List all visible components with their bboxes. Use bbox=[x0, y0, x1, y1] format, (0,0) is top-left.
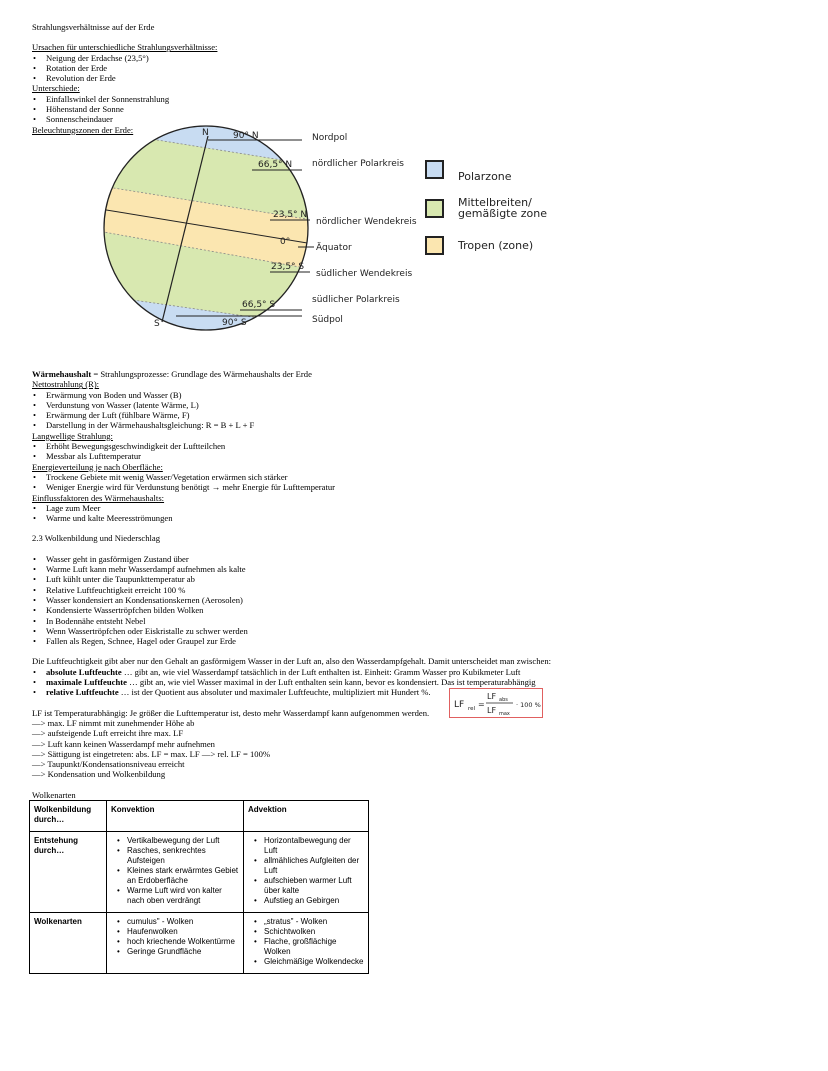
formula-box bbox=[449, 688, 543, 718]
unterschiede-heading: Unterschiede: bbox=[32, 83, 80, 94]
list-item: • absolute Luftfeuchte … gibt an, wie viel Wasserdampf tatsächlich in der Luft enthalten ist. Einheit: Gramm Wasser pro Kubikmeter Luft bbox=[32, 667, 802, 677]
list-item: • Neigung der Erdachse (23,5°) bbox=[32, 53, 802, 63]
table-row bbox=[30, 832, 369, 913]
legend-label: Mittelbreiten/ gemäßigte zone bbox=[458, 196, 547, 220]
unterschiede-list bbox=[32, 94, 802, 125]
wolken-list bbox=[32, 554, 802, 647]
arrow-line: —> Sättigung ist eingetreten: abs. LF = max. LF —> rel. LF = 100% bbox=[32, 748, 271, 759]
list-item: • Aufstieg an Gebirgen bbox=[248, 896, 364, 906]
lat-66n: 66,5° N bbox=[258, 160, 293, 170]
list-item: • Sonnenscheindauer bbox=[32, 114, 802, 124]
name-n-polarkreis: nördlicher Polarkreis bbox=[312, 159, 404, 169]
legend-swatch bbox=[425, 236, 444, 255]
list-item: • Revolution der Erde bbox=[32, 73, 802, 83]
list-item: • Rasches, senkrechtes Aufsteigen bbox=[111, 846, 239, 866]
list-item: • Messbar als Lufttemperatur bbox=[32, 451, 802, 461]
list-item: • relative Luftfeuchte … ist der Quotient aus absoluter und maximaler Luftfeuchte, multipliziert mit Hundert %. bbox=[32, 687, 802, 697]
waerme-section bbox=[32, 369, 802, 800]
arrow-line: —> max. LF nimmt mit zunehmender Höhe ab bbox=[32, 717, 195, 728]
arrow-line: —> Taupunkt/Kondensationsniveau erreicht bbox=[32, 759, 185, 770]
list-item: • Schichtwolken bbox=[248, 927, 364, 937]
name-s-wendekreis: südlicher Wendekreis bbox=[316, 269, 413, 279]
lat-90n: 90° N bbox=[233, 131, 259, 141]
list-item: • Weniger Energie wird für Verdunstung benötigt → mehr Energie für Lufttemperatur bbox=[32, 482, 802, 492]
list-item: • Geringe Grundfläche bbox=[111, 947, 239, 957]
table-cell bbox=[244, 913, 369, 974]
formula-factor: · 100 % bbox=[516, 701, 541, 709]
einfluss-list bbox=[32, 503, 802, 524]
table-row bbox=[30, 913, 369, 974]
list-item: • Lage zum Meer bbox=[32, 503, 802, 513]
energie-heading: Energieverteilung je nach Oberfläche: bbox=[32, 461, 163, 472]
list-item: • Warme Luft kann mehr Wasserdampf aufnehmen als kalte bbox=[32, 564, 802, 574]
netto-heading: Nettostrahlung (R): bbox=[32, 379, 100, 390]
wolken-section-title: 2.3 Wolkenbildung und Niederschlag bbox=[32, 533, 161, 544]
legend-trop bbox=[425, 236, 533, 255]
legend-label: Polarzone bbox=[458, 170, 512, 183]
lf-list bbox=[32, 667, 802, 698]
list-item: • Flache, großflächige Wolken bbox=[248, 937, 364, 957]
list-item: • hoch kriechende Wolkentürme bbox=[111, 937, 239, 947]
wolken-table bbox=[29, 800, 369, 974]
list-item: • Gleichmäßige Wolkendecke bbox=[248, 957, 364, 967]
ursachen-heading: Ursachen für unterschiedliche Strahlungsverhältnisse: bbox=[32, 42, 218, 53]
legend-polar bbox=[425, 157, 512, 182]
table-header: Konvektion bbox=[107, 801, 244, 832]
list-item: • Warme und kalte Meeresströmungen bbox=[32, 513, 802, 523]
north-label: N bbox=[202, 128, 209, 138]
list-item: • „stratus" - Wolken bbox=[248, 917, 364, 927]
list-item: • Wasser kondensiert an Kondensationskernen (Aerosolen) bbox=[32, 595, 802, 605]
list-item: • Warme Luft wird von kalter nach oben verdrängt bbox=[111, 886, 239, 906]
lang-list bbox=[32, 441, 802, 462]
wolkenarten-heading: Wolkenarten bbox=[32, 789, 76, 800]
lat-23s: 23,5° S bbox=[271, 262, 305, 272]
list-item: • Fallen als Regen, Schnee, Hagel oder Graupel zur Erde bbox=[32, 636, 802, 646]
list-item: • Kleines stark erwärmtes Gebiet an Erdoberfläche bbox=[111, 866, 239, 886]
row-label: Entstehung durch… bbox=[30, 832, 107, 913]
formula-num: LF bbox=[487, 692, 497, 701]
list-item: • Trockene Gebiete mit wenig Wasser/Vegetation erwärmen sich stärker bbox=[32, 472, 802, 482]
list-item: • Horizontalbewegung der Luft bbox=[248, 836, 364, 856]
svg-text:=: = bbox=[478, 700, 485, 709]
list-item: • Erwärmung der Luft (fühlbare Wärme, F) bbox=[32, 410, 802, 420]
list-item: • Wasser geht in gasförmigen Zustand über bbox=[32, 554, 802, 564]
page-title: Strahlungsverhältnisse auf der Erde bbox=[32, 22, 155, 32]
globe-diagram bbox=[90, 126, 417, 338]
list-item: • Verdunstung von Wasser (latente Wärme, L) bbox=[32, 400, 802, 410]
lang-heading: Langwellige Strahlung: bbox=[32, 430, 113, 441]
einfluss-heading: Einflussfaktoren des Wärmehaushalts: bbox=[32, 492, 165, 503]
beleuchtung-heading: Beleuchtungszonen der Erde: bbox=[32, 124, 134, 135]
formula-num-sub: abs bbox=[499, 697, 508, 703]
table-header: Advektion bbox=[244, 801, 369, 832]
list-item: • Vertikalbewegung der Luft bbox=[111, 836, 239, 846]
document-page bbox=[32, 22, 802, 135]
name-s-polarkreis: südlicher Polarkreis bbox=[312, 295, 400, 305]
lat-66s: 66,5° S bbox=[242, 300, 276, 310]
ursachen-list bbox=[32, 53, 802, 84]
lf-intro: Die Luftfeuchtigkeit gibt aber nur den Gehalt an gasförmigem Wasser in der Luft an, also den Wasserdampfgehalt. Damit unterscheidet man zwischen: bbox=[32, 656, 552, 667]
list-item: • Erwärmung von Boden und Wasser (B) bbox=[32, 390, 802, 400]
formula-den: LF bbox=[487, 706, 497, 715]
list-item: • Relative Luftfeuchtigkeit erreicht 100 % bbox=[32, 585, 802, 595]
row-label: Wolkenarten bbox=[30, 913, 107, 974]
table-cell bbox=[107, 832, 244, 913]
list-item: • Rotation der Erde bbox=[32, 63, 802, 73]
legend-mid bbox=[425, 197, 558, 219]
waerme-title: Wärmehaushalt = Strahlungsprozesse: Grundlage des Wärmehaushalts der Erde bbox=[32, 369, 312, 379]
arrow-line: —> Luft kann keinen Wasserdampf mehr aufnehmen bbox=[32, 738, 215, 749]
list-item: • Einfallswinkel der Sonnenstrahlung bbox=[32, 94, 802, 104]
legend-swatch bbox=[425, 160, 444, 179]
legend-swatch bbox=[425, 199, 444, 218]
list-item: • cumulus" - Wolken bbox=[111, 917, 239, 927]
formula-lhs: LF bbox=[454, 700, 465, 710]
lat-0: 0° bbox=[280, 237, 291, 247]
table-header-row bbox=[30, 801, 369, 832]
list-item: • Erhöht Bewegungsgeschwindigkeit der Luftteilchen bbox=[32, 441, 802, 451]
lat-90s: 90° S bbox=[222, 318, 247, 328]
name-aequator: Äquator bbox=[316, 243, 352, 253]
south-label: S bbox=[154, 319, 160, 329]
netto-list bbox=[32, 390, 802, 431]
list-item: • Höhenstand der Sonne bbox=[32, 104, 802, 114]
list-item: • aufschieben warmer Luft über kalte bbox=[248, 876, 364, 896]
table-cell bbox=[244, 832, 369, 913]
list-item: • maximale Luftfeuchte … gibt an, wie viel Wasser maximal in der Luft enthalten sein kann, bevor es kondensiert. Das ist temperaturabhängig bbox=[32, 677, 802, 687]
energie-list bbox=[32, 472, 802, 493]
table-header: Wolkenbildung durch… bbox=[30, 801, 107, 832]
arrow-line: —> aufsteigende Luft erreicht ihre max. LF bbox=[32, 728, 184, 739]
list-item: • In Bodennähe entsteht Nebel bbox=[32, 616, 802, 626]
legend-label: Tropen (zone) bbox=[458, 239, 534, 252]
list-item: • Wenn Wassertröpfchen oder Eiskristalle zu schwer werden bbox=[32, 626, 802, 636]
arrow-line: —> Kondensation und Wolkenbildung bbox=[32, 769, 166, 780]
formula-den-sub: max bbox=[499, 711, 510, 717]
list-item: • allmähliches Aufgleiten der Luft bbox=[248, 856, 364, 876]
name-n-wendekreis: nördlicher Wendekreis bbox=[316, 217, 417, 227]
formula-lhs-sub: rel bbox=[468, 706, 476, 712]
list-item: • Luft kühlt unter die Taupunkttemperatur ab bbox=[32, 574, 802, 584]
name-nordpol: Nordpol bbox=[312, 133, 348, 143]
list-item: • Haufenwolken bbox=[111, 927, 239, 937]
lat-23n: 23,5° N bbox=[273, 210, 308, 220]
list-item: • Kondensierte Wassertröpfchen bilden Wolken bbox=[32, 605, 802, 615]
name-suedpol: Südpol bbox=[312, 315, 343, 325]
table-cell bbox=[107, 913, 244, 974]
lf-temp: LF ist Temperaturabhängig: Je größer die Lufttemperatur ist, desto mehr Wasserdampf kann aufgenommen werden. bbox=[32, 707, 430, 718]
list-item: • Darstellung in der Wärmehaushaltsgleichung: R = B + L + F bbox=[32, 420, 802, 430]
